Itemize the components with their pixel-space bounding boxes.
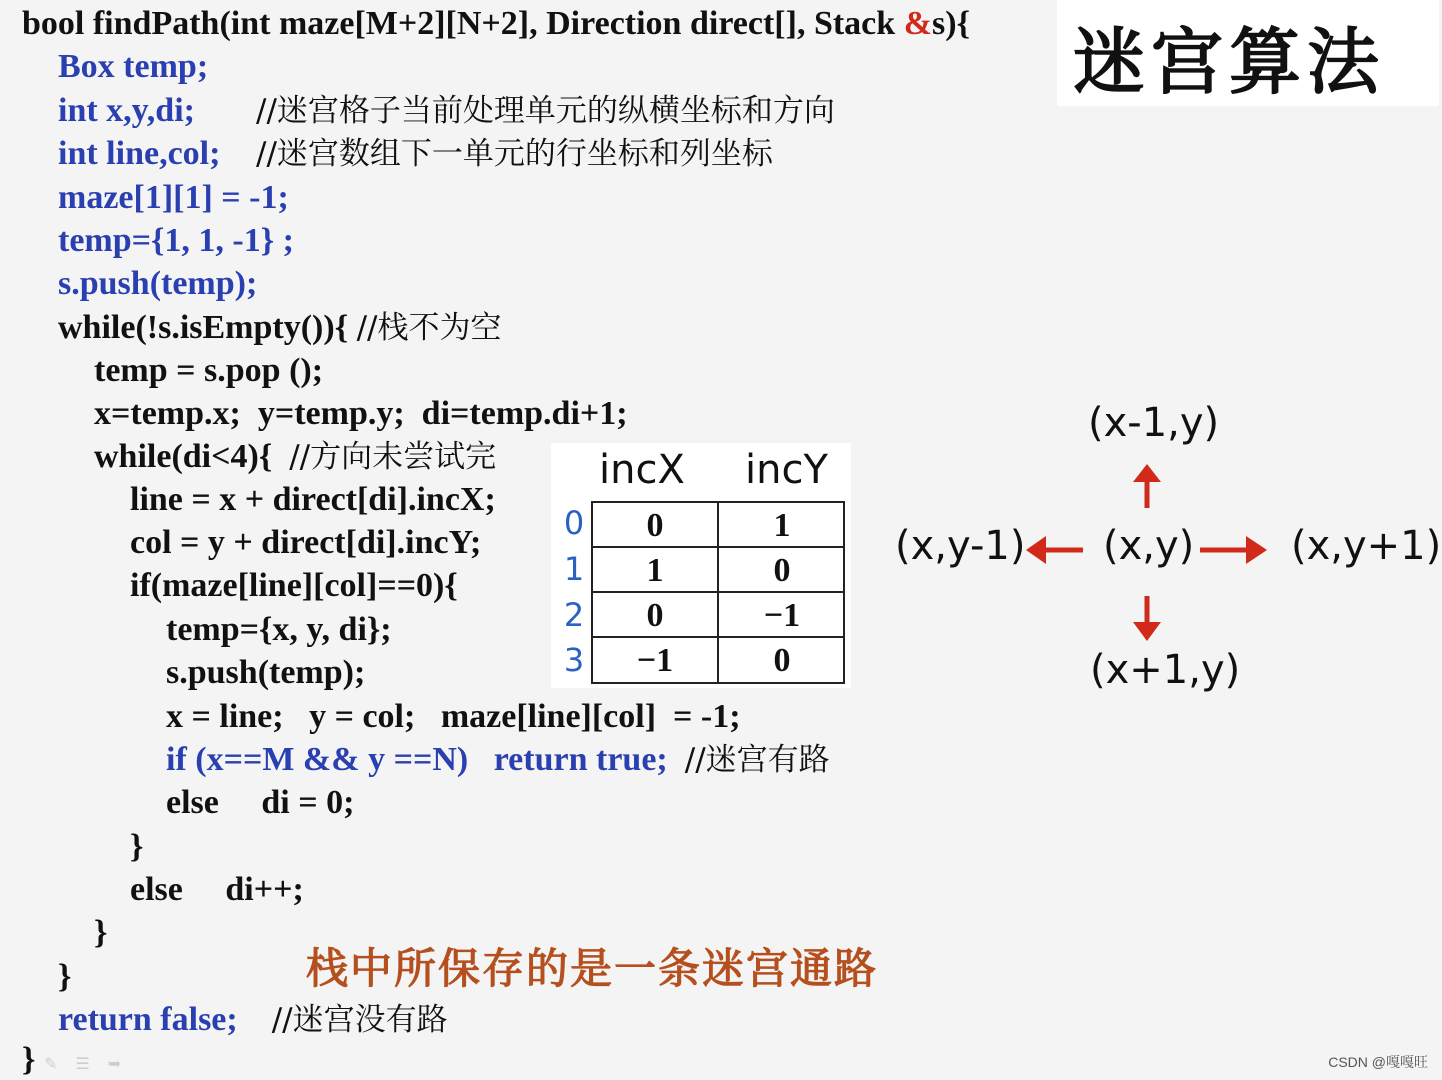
table-row-index: 3 [563, 641, 585, 679]
direction-right-label: (x,y+1) [1291, 523, 1442, 569]
code-line-21: else di++; [130, 871, 304, 908]
watermark: CSDN @嘎嘎旺 [1328, 1054, 1428, 1070]
code-line-14: if(maze[line][col]==0){ [130, 567, 458, 604]
code-line-5: maze[1][1] = -1; [58, 179, 289, 216]
table-cell-incy: 0 [773, 642, 791, 679]
code-line-4: int line,col; //迷宫数组下一单元的行坐标和列坐标 [58, 135, 773, 172]
stack-path-note: 栈中所保存的是一条迷宫通路 [306, 944, 879, 993]
code-line-23: } [58, 958, 72, 995]
table-header-incx: incX [599, 447, 685, 493]
code-line-11: while(di<4){ //方向未尝试完 [94, 438, 497, 475]
table-row-index: 0 [563, 504, 585, 542]
table-grid [591, 501, 845, 684]
code-line-7: s.push(temp); [58, 265, 258, 302]
direction-table [551, 443, 851, 688]
title-box [1057, 0, 1439, 106]
code-line-16: s.push(temp); [166, 654, 366, 691]
code-line-17: x = line; y = col; maze[line][col] = -1; [166, 698, 741, 735]
code-line-6: temp={1, 1, -1} ; [58, 222, 294, 259]
direction-down-label: (x+1,y) [1090, 647, 1241, 693]
direction-center-label: (x,y) [1103, 523, 1195, 569]
code-line-15: temp={x, y, di}; [166, 611, 392, 648]
direction-up-label: (x-1,y) [1088, 400, 1220, 446]
table-cell-incx: 0 [593, 503, 719, 548]
code-line-19: else di = 0; [166, 784, 355, 821]
code-line-10: x=temp.x; y=temp.y; di=temp.di+1; [94, 395, 628, 432]
code-line-13: col = y + direct[di].incY; [130, 524, 482, 561]
table-row-index: 2 [563, 596, 585, 634]
table-cell-incx: 0 [593, 593, 719, 638]
table-cell-incy: 0 [719, 548, 845, 593]
table-cell-incx: 1 [593, 548, 719, 593]
code-line-8: while(!s.isEmpty()){ //栈不为空 [58, 309, 502, 346]
direction-left-label: (x,y-1) [895, 523, 1026, 569]
code-line-1: bool findPath(int maze[M+2][N+2], Direction direct[], Stack &s){ [22, 5, 970, 42]
table-cell-incy: 1 [719, 503, 845, 548]
code-line-24: return false; //迷宫没有路 [58, 1001, 448, 1038]
arrow-left-icon [1026, 536, 1083, 564]
code-line-3: int x,y,di; //迷宫格子当前处理单元的纵横坐标和方向 [58, 92, 835, 129]
code-line-25: } [22, 1041, 36, 1078]
next-icon[interactable]: ➥ [107, 1054, 122, 1073]
table-header-incy: incY [745, 447, 828, 493]
code-line-2: Box temp; [58, 48, 209, 85]
code-line-20: } [130, 828, 144, 865]
arrow-down-icon [1133, 596, 1161, 641]
code-line-9: temp = s.pop (); [94, 352, 324, 389]
arrow-up-icon [1133, 464, 1161, 508]
code-line-22: } [94, 914, 108, 951]
player-toolbar [44, 1054, 121, 1073]
code-line-18: if (x==M && y ==N) return true; //迷宫有路 [166, 741, 830, 778]
menu-icon[interactable]: ☰ [75, 1054, 90, 1073]
pen-icon[interactable]: ✎ [44, 1054, 58, 1073]
code-line-12: line = x + direct[di].incX; [130, 481, 496, 518]
slide-title: 迷宫算法 [1073, 20, 1386, 104]
table-cell-incy: −1 [719, 593, 845, 638]
arrow-right-icon [1200, 536, 1267, 564]
table-row-index: 1 [563, 550, 585, 588]
table-cell-incx: −1 [593, 638, 719, 683]
